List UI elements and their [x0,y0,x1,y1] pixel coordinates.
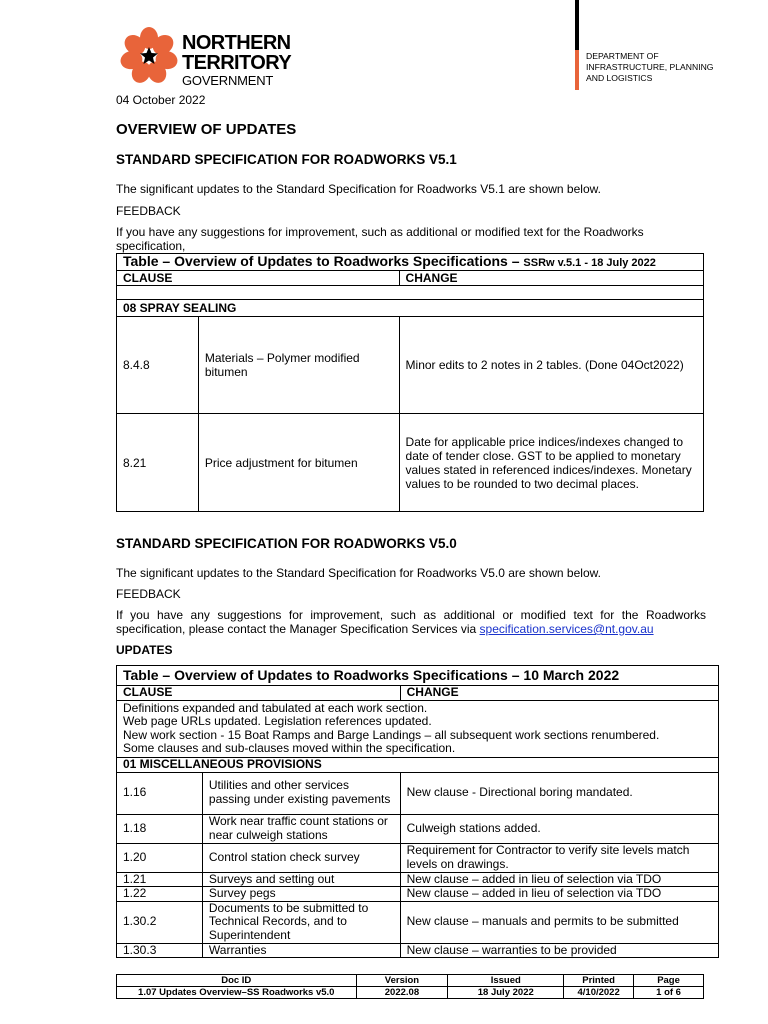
v50-general-notes [117,700,719,757]
table-row [117,901,719,943]
v51-intro: The significant updates to the Standard Specification for Roadworks V5.1 are shown below. [116,182,601,196]
v51-table-title-version: SSRw v.5.1 - 18 July 2022 [523,257,656,269]
clause-change: Culweigh stations added. [400,814,718,843]
footer-header-docid: Doc ID [117,975,357,987]
footer-header-page: Page [634,975,704,987]
updates-label: UPDATES [116,643,173,657]
footer-page: 1 of 6 [634,987,704,999]
clause-title: Work near traffic count stations or near culweigh stations [202,814,400,843]
logo-line-3: GOVERNMENT [182,73,274,88]
v51-spacer-row [117,286,704,300]
logo-wordmark [182,33,292,87]
v51-heading: STANDARD SPECIFICATION FOR ROADWORKS V5.1 [116,152,457,167]
clause-number: 1.30.2 [117,901,203,943]
table-row [117,414,704,512]
document-date: 04 October 2022 [116,93,206,107]
logo-line-1: NORTHERN [182,32,291,54]
v50-col-change: CHANGE [400,686,718,701]
general-note: New work section - 15 Boat Ramps and Barge Landings – all subsequent work sections renumbered. [123,727,660,742]
department-name [586,51,736,84]
table-row [117,843,719,872]
footer-header-version: Version [356,975,448,987]
v50-table-title: Table – Overview of Updates to Roadworks Specifications – 10 March 2022 [117,666,719,686]
v50-suggestion-text [116,608,706,636]
footer-docid: 1.07 Updates Overview–SS Roadworks v5.0 [117,987,357,999]
page-title: OVERVIEW OF UPDATES [116,121,297,138]
clause-number: 1.22 [117,887,203,902]
clause-change: Requirement for Contractor to verify site levels match levels on drawings. [400,843,718,872]
footer-header-printed: Printed [564,975,634,987]
table-row [117,887,719,902]
general-note: Web page URLs updated. Legislation references updated. [123,714,432,729]
clause-title: Documents to be submitted to Technical Records, and to Superintendent [202,901,400,943]
dept-line-1: DEPARTMENT OF [586,51,659,61]
dept-line-3: AND LOGISTICS [586,73,653,83]
clause-title: Survey pegs [202,887,400,902]
v50-suggestion-body: If you have any suggestions for improvement, such as additional or modified text for the Roadworks specification, please contact the Manager Specification Services via [116,608,706,636]
v50-section-misc-provisions: 01 MISCELLANEOUS PROVISIONS [117,757,719,772]
footer-printed: 4/10/2022 [564,987,634,999]
v51-table-title [117,254,704,271]
clause-title: Surveys and setting out [202,872,400,887]
footer-issued: 18 July 2022 [448,987,564,999]
clause-number: 1.18 [117,814,203,843]
v50-updates-table [116,665,719,958]
v51-table-title-main: Table – Overview of Updates to Roadworks Specifications – [123,253,524,269]
v51-updates-table [116,253,704,512]
v50-intro: The significant updates to the Standard Specification for Roadworks V5.0 are shown below. [116,566,601,580]
general-note: Some clauses and sub-clauses moved within the specification. [123,741,456,756]
clause-title: Control station check survey [202,843,400,872]
clause-change: New clause - Directional boring mandated. [400,772,718,814]
table-row [117,814,719,843]
clause-number: 8.4.8 [117,317,199,414]
clause-number: 1.30.3 [117,943,203,958]
clause-number: 8.21 [117,414,199,512]
table-row [117,943,719,958]
v51-feedback-label: FEEDBACK [116,204,181,218]
clause-title: Warranties [202,943,400,958]
clause-change: Minor edits to 2 notes in 2 tables. (Done 04Oct2022) [399,317,703,414]
contact-email-link[interactable]: specification.services@nt.gov.au [479,622,654,636]
clause-title: Utilities and other services passing under existing pavements [202,772,400,814]
clause-change: New clause – added in lieu of selection via TDO [400,887,718,902]
table-row [117,772,719,814]
footer-version: 2022.08 [356,987,448,999]
nt-government-logo [118,26,180,86]
table-row [117,317,704,414]
clause-title: Materials – Polymer modified bitumen [198,317,399,414]
header-divider-black [575,0,579,50]
v51-col-change: CHANGE [399,271,703,286]
clause-change: New clause – manuals and permits to be submitted [400,901,718,943]
clause-title: Price adjustment for bitumen [198,414,399,512]
v51-col-clause: CLAUSE [117,271,400,286]
v51-suggestion-text: If you have any suggestions for improvement, such as additional or modified text for the Roadworks specification, [116,225,644,253]
clause-number: 1.16 [117,772,203,814]
v51-section-spray-sealing: 08 SPRAY SEALING [117,300,704,317]
dept-line-2: INFRASTRUCTURE, PLANNING [586,62,714,72]
logo-line-2: TERRITORY [182,52,292,74]
table-row [117,872,719,887]
clause-number: 1.21 [117,872,203,887]
v50-heading: STANDARD SPECIFICATION FOR ROADWORKS V5.0 [116,536,457,551]
clause-number: 1.20 [117,843,203,872]
clause-change: New clause – added in lieu of selection via TDO [400,872,718,887]
v50-feedback-label: FEEDBACK [116,587,181,601]
footer-header-issued: Issued [448,975,564,987]
header-divider-orange [575,50,579,90]
clause-change: New clause – warranties to be provided [400,943,718,958]
v50-col-clause: CLAUSE [117,686,401,701]
document-footer-table [116,974,704,999]
general-note: Definitions expanded and tabulated at each work section. [123,700,428,715]
clause-change: Date for applicable price indices/indexes changed to date of tender close. GST to be applied to monetary values stated in referenced indices/indexes. Monetary values to be rounded to two decimal places. [399,414,703,512]
